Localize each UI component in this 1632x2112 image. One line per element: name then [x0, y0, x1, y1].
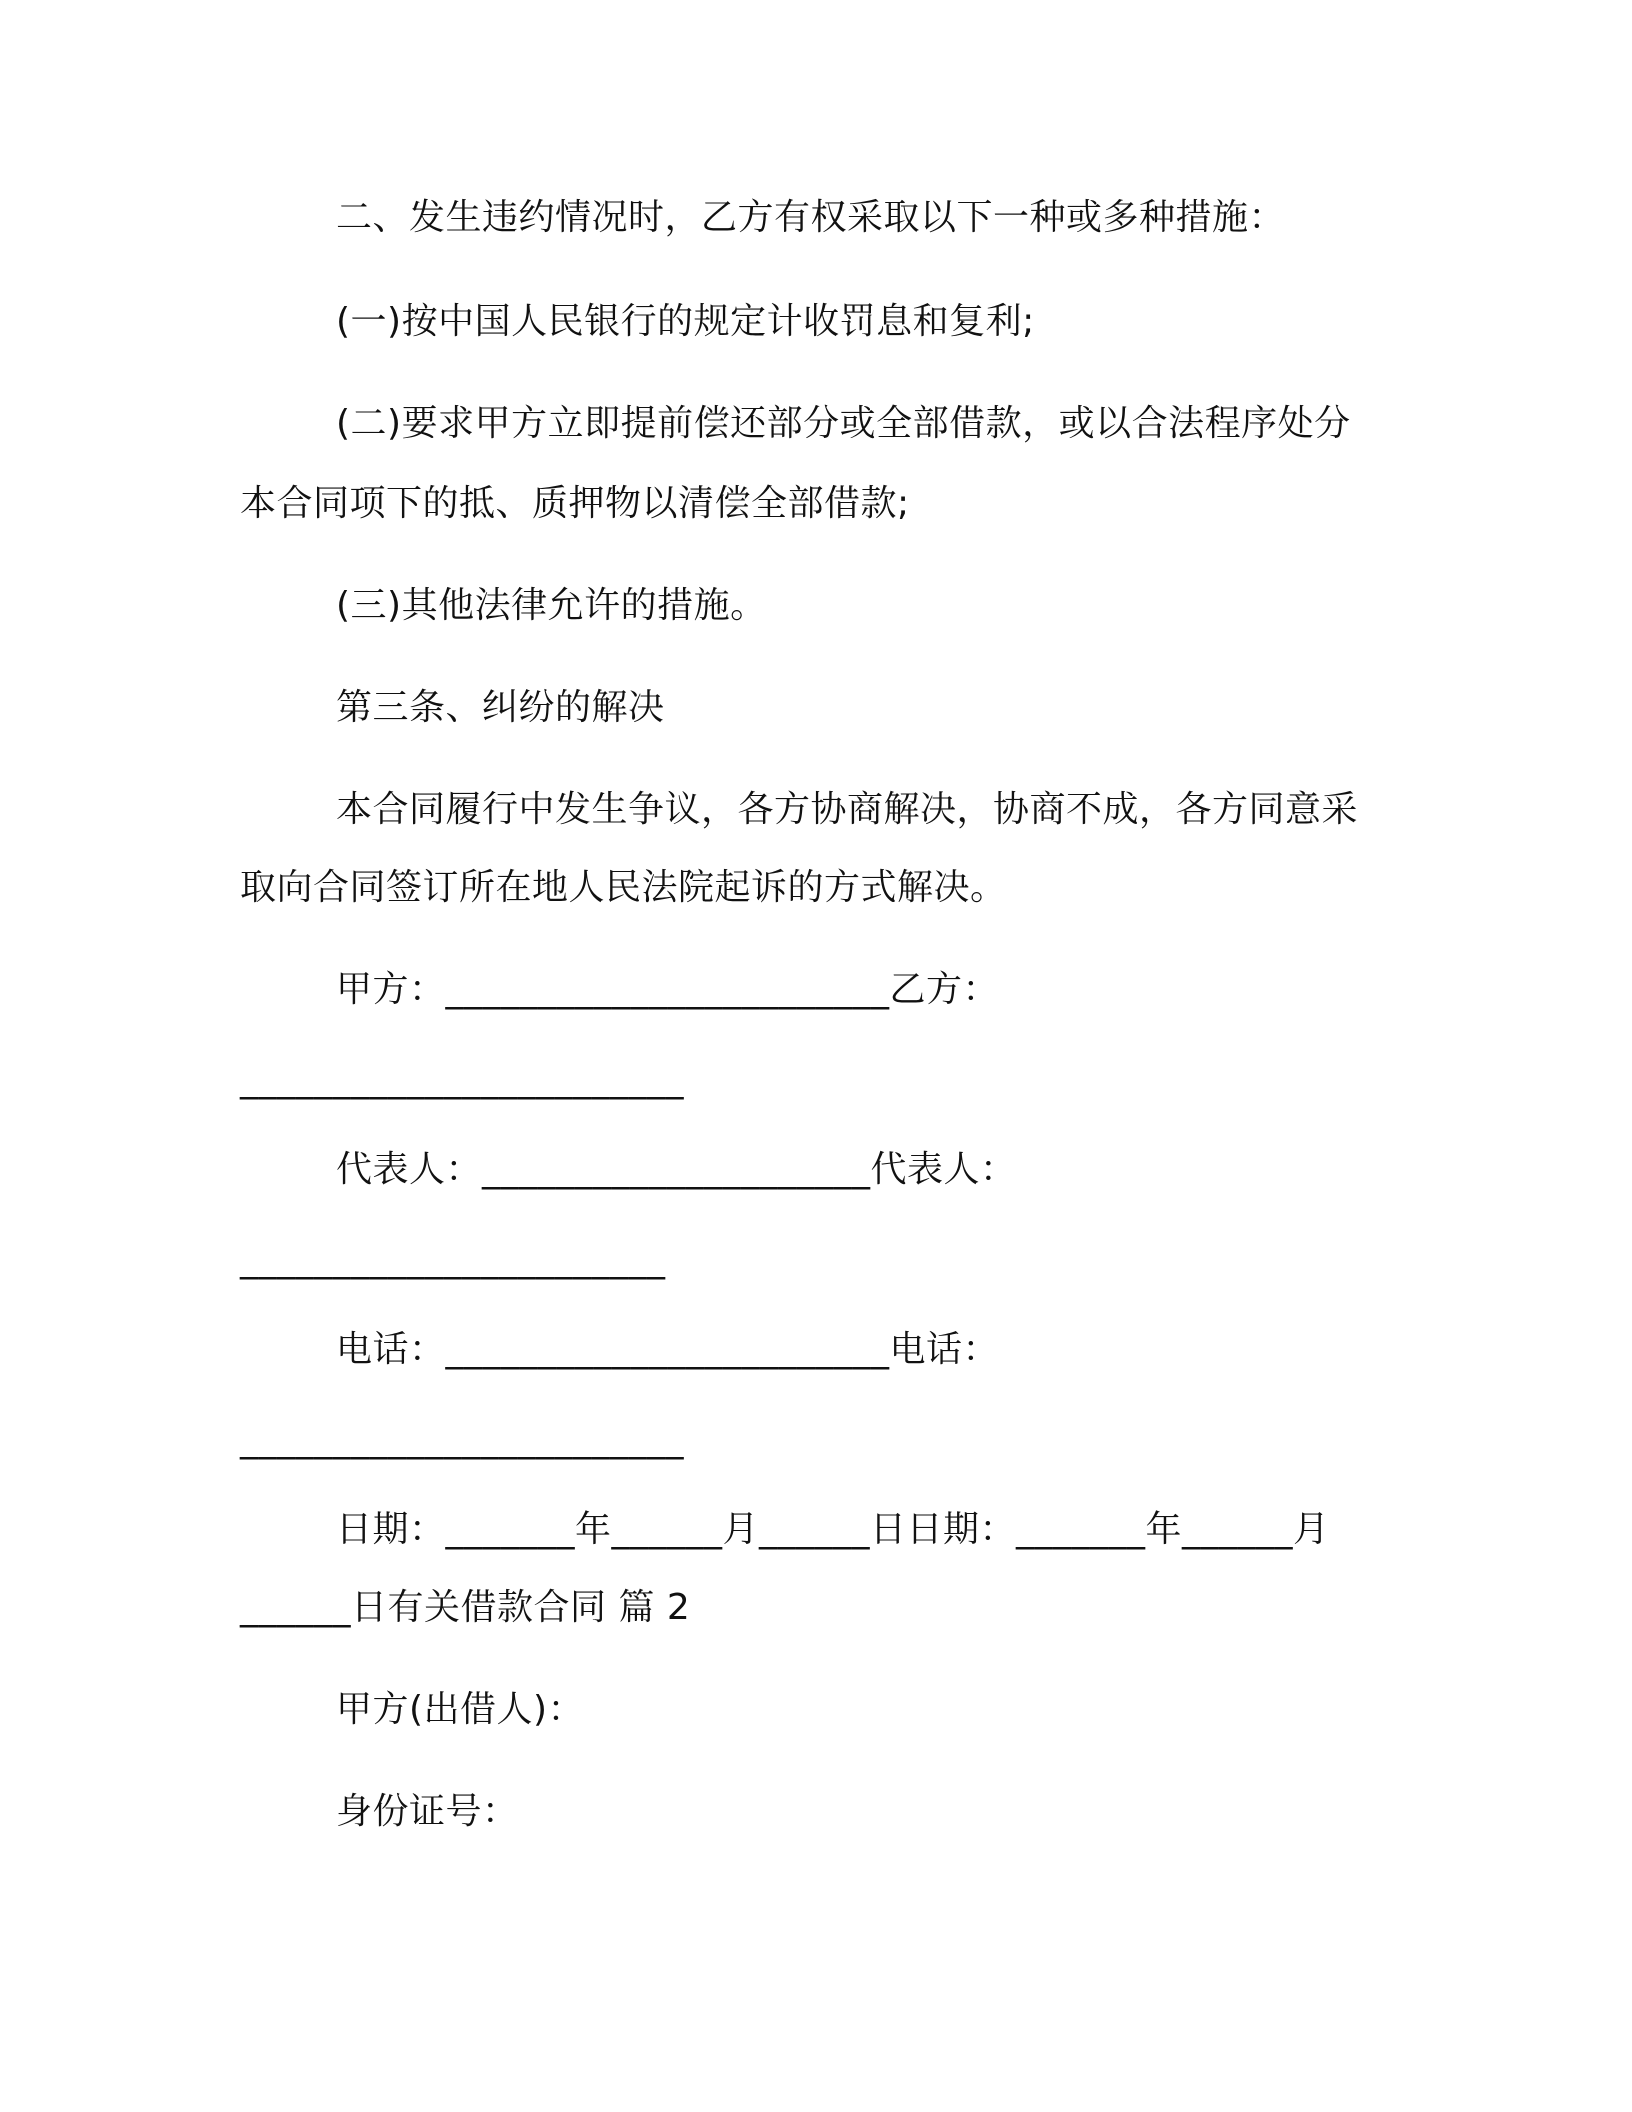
article-3-heading: 第三条、纠纷的解决 — [336, 687, 665, 728]
measure-3: (三)其他法律允许的措施。 — [336, 585, 767, 626]
dispute-text-line-1: 本合同履行中发生争议，各方协商解决，协商不成，各方同意采 — [336, 789, 1359, 830]
date-line-continued-section-2-title: ______日有关借款合同 篇 2 — [240, 1587, 691, 1628]
dispute-text-line-2: 取向合同签订所在地人民法院起诉的方式解决。 — [240, 867, 1007, 908]
lender-label: 甲方(出借人)： — [336, 1689, 585, 1730]
party-a-b-signature-line: 甲方：________________________乙方： — [336, 969, 1000, 1010]
representative-blank: _______________________ — [240, 1239, 666, 1280]
measure-1: (一)按中国人民银行的规定计收罚息和复利; — [336, 301, 1035, 342]
phone-line: 电话：________________________电话： — [336, 1329, 1000, 1370]
date-line: 日期：_______年______月______日日期：_______年______月 — [336, 1509, 1330, 1550]
party-b-blank: ________________________ — [240, 1059, 684, 1100]
clause-2-intro: 二、发生违约情况时，乙方有权采取以下一种或多种措施： — [336, 197, 1286, 238]
measure-2-line-2: 本合同项下的抵、质押物以清偿全部借款; — [240, 483, 910, 524]
representative-line: 代表人：_____________________代表人： — [336, 1149, 1017, 1190]
phone-blank: ________________________ — [240, 1419, 684, 1460]
measure-2-line-1: (二)要求甲方立即提前偿还部分或全部借款，或以合法程序处分 — [336, 403, 1351, 444]
id-number-label: 身份证号： — [336, 1791, 519, 1832]
